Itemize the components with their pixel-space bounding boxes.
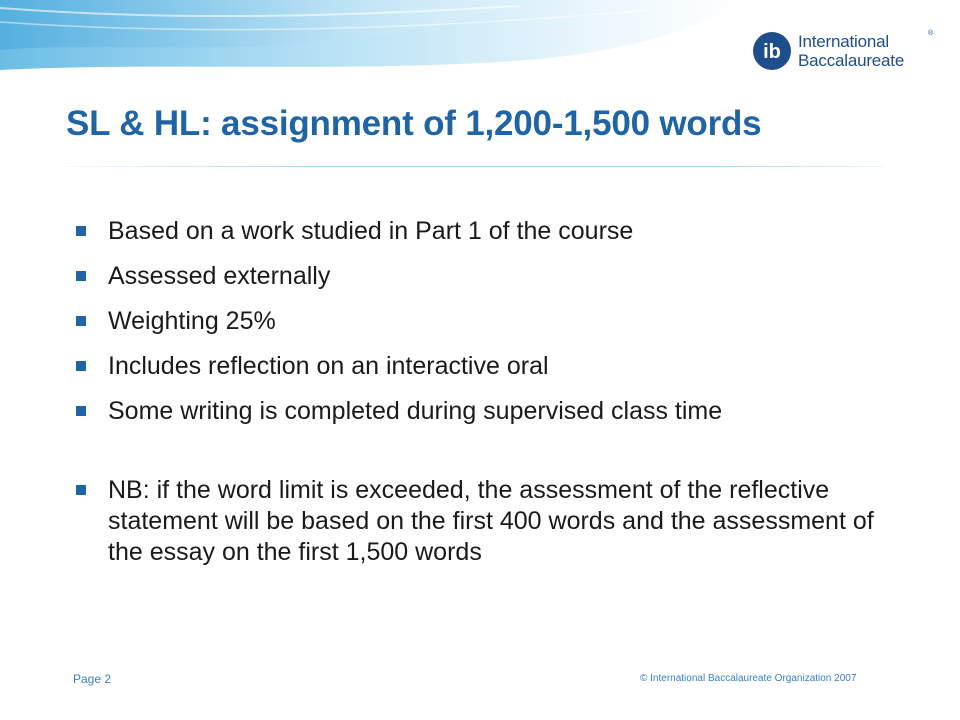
bullet-item — [76, 261, 906, 292]
logo-registered-mark: ® — [928, 30, 934, 37]
slide-title: SL & HL: assignment of 1,200-1,500 words — [66, 104, 762, 143]
bullet-item — [76, 396, 906, 427]
square-bullet-icon — [76, 226, 86, 236]
copyright-notice: © International Baccalaureate Organization 2007 — [640, 673, 857, 684]
title-divider — [64, 166, 884, 167]
square-bullet-icon — [76, 361, 86, 371]
bullet-text: Based on a work studied in Part 1 of the course — [108, 217, 634, 245]
bullet-text: Assessed externally — [108, 262, 331, 290]
bullet-item — [76, 216, 906, 247]
page-number: Page 2 — [73, 672, 112, 686]
bullet-text: NB: if the word limit is exceeded, the assessment of the reflective statement will be based on the first 400 words and the assessment of the essay on the first 1,500 words — [108, 476, 874, 566]
logo-line-1: International — [798, 32, 889, 51]
square-bullet-icon — [76, 406, 86, 416]
bullet-text: Weighting 25% — [108, 307, 276, 335]
square-bullet-icon — [76, 485, 86, 495]
svg-text:ib: ib — [763, 41, 781, 63]
bullet-item — [76, 351, 906, 382]
ib-logo-mark-icon — [752, 31, 792, 71]
ib-logo-wordmark — [798, 32, 904, 70]
bullet-item — [76, 306, 906, 337]
logo-line-2: Baccalaureate — [798, 51, 905, 70]
bullet-text: Includes reflection on an interactive oral — [108, 352, 549, 380]
bullet-text: Some writing is completed during supervised class time — [108, 397, 723, 425]
bullet-list — [76, 216, 906, 582]
square-bullet-icon — [76, 316, 86, 326]
bullet-item-note — [76, 475, 906, 568]
square-bullet-icon — [76, 271, 86, 281]
ib-logo — [752, 26, 904, 76]
